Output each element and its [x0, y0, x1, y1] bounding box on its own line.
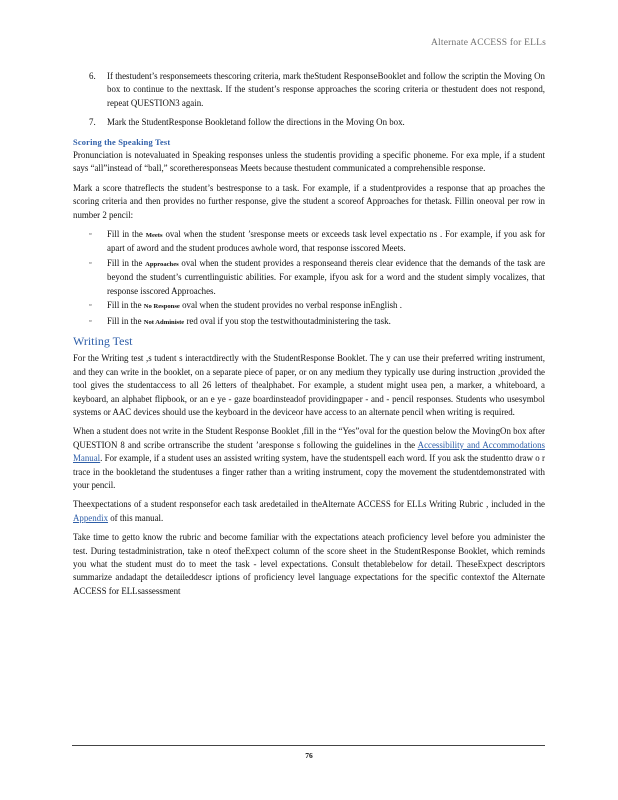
bullet-square-icon: ▫ [89, 301, 92, 310]
step-number: 6. [89, 71, 96, 81]
writing-paragraph-3: Theexpectations of a student responsefor each task aredetailed in theAlternate ACCESS for ELLs Writing Rubric , included in the Appendix of this manual. [73, 499, 545, 523]
score-label: No Response [143, 303, 180, 311]
writing-paragraph-4: Take time to getto know the rubric and become familiar with the expectations ateach proficiency level before you administer the test. During testadministration, take n oteof theExpect column of the score sheet in the StudentResponse Booklet, which reminds you what the student must do to meet the task - level expectations. Consult thetablebelow for detail. TheseExpect descriptors summarize andadapt the detaileddescr iptions of proficiency level language expectations for the specific contextof the Alternate ACCESS for ELLsassessment [73, 532, 545, 596]
footer-divider [72, 745, 545, 746]
speaking-paragraph-1: Pronunciation is notevaluated in Speaking responses unless the studentis providing a specific phoneme. For exa mple, if a student says “all”instead of “ball,” scoretheresponseas Meets because thestudent communicated a comprehensible response. [73, 150, 545, 174]
bullet-square-icon: ▫ [89, 230, 92, 239]
accommodations-manual-link[interactable]: Accessibility and Accommodations Manual [73, 439, 545, 464]
step-text: Mark the StudentResponse Bookletand follow the directions in the Moving On box. [107, 117, 405, 128]
bullet-square-icon: ▫ [89, 258, 92, 267]
score-label: Approaches [145, 260, 179, 268]
running-header: Alternate ACCESS for ELLs [430, 38, 546, 48]
bullet-text: Fill in the Approaches oval when the student provides a responseand thereis clear evidence that the demands of the task are beyond the student’s currentlinguistic abilities. For example, ifyou ask for a word and the student simply vocalizes, that response isscored Approaches. [107, 257, 546, 296]
bullet-text: Fill in the Meets oval when the student ’sresponse meets or exceeds task level expectatio ns . For example, if you ask for apart of aword and the student produces awhole word, that response isscored Meets. [107, 229, 546, 254]
page-number: 76 [305, 751, 313, 760]
bullet-text: Fill in the Not Administe red oval if you stop the testwithoutadministering the task. [107, 315, 391, 326]
score-label: Meets [145, 232, 163, 240]
bullet-approaches [73, 257, 545, 298]
step-number: 7. [89, 117, 96, 128]
step-text: If thestudent’s responsemeets thescoring criteria, mark theStudent ResponseBooklet and follow the scriptin the Moving On box to continue to the nexttask. If the student’s response approaches the scoring criteria or thestudent does not respond, repeat QUESTION3 again. [107, 71, 545, 108]
step-7 [73, 116, 545, 129]
bullet-not-administered [73, 315, 545, 329]
appendix-link[interactable]: Appendix [73, 512, 109, 523]
bullet-square-icon: ▫ [89, 316, 92, 325]
speaking-scoring-subhead: Scoring the Speaking Test [73, 137, 171, 147]
writing-paragraph-2: When a student does not write in the Student Response Booklet ,fill in the “Yes”oval for the question below the MovingOn box after QUESTION 8 and scribe ortranscribe the student ’aresponse s following the guidelines in the Accessibility and Accommodations Manual. For example, if a student uses an assisted writing system, have the studentspell each word. If you ask the studentto draw o r trace in the bookletand the studentuses a finger rather than a writing instrument, copy the movement the studentdemonstrated with your pencil. [73, 426, 545, 490]
bullet-meets [73, 228, 545, 256]
bullet-text: Fill in the No Response oval when the student provides no verbal response inEnglish . [107, 300, 402, 311]
step-6 [73, 70, 545, 110]
page-content [73, 70, 545, 604]
score-label: Not Administe [143, 318, 185, 326]
bullet-no-response [73, 299, 545, 313]
writing-paragraph-1: For the Writing test ,s tudent s interactdirectly with the StudentResponse Booklet. The y can use their preferred writing instrument, and they can write in the booklet, on a separate piece of paper, or on any medium they typically use during instruction ,provided the tool gives the studentaccess to all 26 letters of thealphabet. For example, a student might usea pen, a marker, a whiteboard, a keyboard, an alphabet flipbook, or an e ye - gaze boardinsteadof providingpaper - and - pencil responses. Students who usesymbol systems or AAC devices should use the keyboard in the deviceor have access to an alternate pencil when writing is required. [73, 353, 545, 417]
speaking-paragraph-2: Mark a score thatreflects the student’s bestresponse to a task. For example, if a studentprovides a response that ap proaches the scoring criteria and then provides no further response, give the student a scoreof Approaches for thetask. Fillin oneoval per row in number 2 pencil: [73, 182, 545, 220]
writing-test-heading: Writing Test [73, 333, 133, 348]
